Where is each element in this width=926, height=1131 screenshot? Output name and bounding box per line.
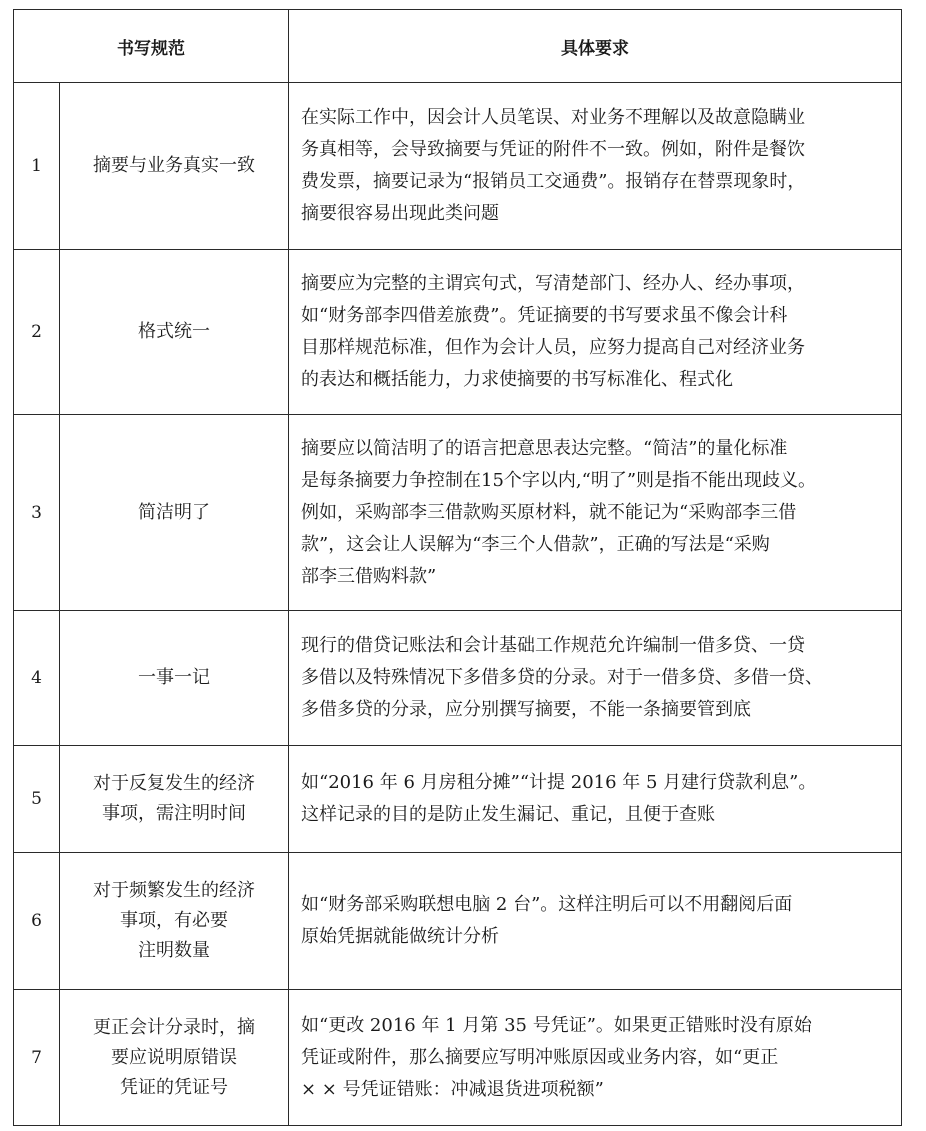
- table-row: [14, 83, 902, 250]
- requirement-line: 是每条摘要力争控制在15个字以内,“明了”则是指不能出现歧义。: [301, 469, 817, 491]
- rule-text: 一事一记: [138, 667, 210, 688]
- rule-cell: [60, 990, 289, 1126]
- rule-text: 要应说明原错误: [111, 1046, 237, 1068]
- rule-text: 对于频繁发生的经济: [93, 880, 255, 901]
- requirement-line: 多借以及特殊情况下多借多贷的分录。对于一借多贷、多借一贷、: [301, 667, 823, 688]
- requirement-line: 摘要应以简洁明了的语言把意思表达完整。“简洁”的量化标准: [301, 437, 788, 459]
- rule-cell: [60, 415, 289, 611]
- requirement-cell: [289, 746, 902, 853]
- requirement-line: 现行的借贷记账法和会计基础工作规范允许编制一借多贷、一贷: [301, 635, 805, 656]
- requirement-line: 凭证或附件，那么摘要应写明冲账原因或业务内容，如“更正: [301, 1046, 779, 1068]
- requirement-line: 如“2016 年 6 月房租分摊”“计提 2016 年 5 月建行贷款利息”。: [301, 772, 817, 793]
- rule-text: 对于反复发生的经济: [93, 773, 255, 794]
- rule-cell: [60, 853, 289, 990]
- requirement-line: × × 号凭证错账：冲减退货进项税额”: [301, 1078, 604, 1100]
- row-number: 5: [14, 746, 60, 853]
- row-number: 1: [14, 83, 60, 250]
- table-header-row: [14, 10, 902, 83]
- requirement-cell: [289, 990, 902, 1126]
- requirement-line: 原始凭据就能做统计分析: [301, 926, 499, 947]
- row-number: 7: [14, 990, 60, 1126]
- requirement-cell: [289, 83, 902, 250]
- rule-cell: [60, 250, 289, 415]
- requirement-line: 多借多贷的分录，应分别撰写摘要，不能一条摘要管到底: [301, 699, 751, 720]
- requirement-line: 目那样规范标准，但作为会计人员，应努力提高自己对经济业务: [301, 337, 805, 358]
- requirement-line: 摘要应为完整的主谓宾句式，写清楚部门、经办人、经办事项，: [301, 273, 805, 294]
- rule-text: 更正会计分录时，摘: [93, 1016, 255, 1038]
- rule-text: 格式统一: [138, 321, 210, 342]
- requirement-line: 费发票，摘要记录为“报销员工交通费”。报销存在替票现象时，: [301, 171, 806, 192]
- row-number: 2: [14, 250, 60, 415]
- requirement-line: 如“财务部采购联想电脑 2 台”。这样注明后可以不用翻阅后面: [301, 894, 793, 915]
- rule-cell: [60, 746, 289, 853]
- table-row: [14, 990, 902, 1126]
- table-row: [14, 415, 902, 611]
- rule-text: 摘要与业务真实一致: [93, 155, 255, 176]
- requirement-cell: [289, 415, 902, 611]
- header-requirement: 具体要求: [289, 10, 902, 83]
- requirement-cell: [289, 250, 902, 415]
- row-number: 3: [14, 415, 60, 611]
- requirement-line: 部李三借购料款”: [301, 565, 437, 587]
- rule-text: 事项，需注明时间: [102, 803, 246, 824]
- requirement-cell: [289, 853, 902, 990]
- row-number: 4: [14, 611, 60, 746]
- rule-text: 凭证的凭证号: [120, 1076, 228, 1098]
- requirement-line: 这样记录的目的是防止发生漏记、重记，且便于查账: [301, 804, 715, 825]
- requirement-line: 摘要很容易出现此类问题: [301, 203, 499, 224]
- header-rule: 书写规范: [14, 10, 289, 83]
- requirement-line: 如“更改 2016 年 1 月第 35 号凭证”。如果更正错账时没有原始: [301, 1014, 812, 1036]
- requirement-line: 例如，采购部李三借款购买原材料，就不能记为“采购部李三借: [301, 501, 797, 523]
- requirement-line: 在实际工作中，因会计人员笔误、对业务不理解以及故意隐瞒业: [301, 107, 805, 128]
- requirement-line: 款”，这会让人误解为“李三个人借款”，正确的写法是“采购: [301, 533, 770, 555]
- requirement-cell: [289, 611, 902, 746]
- rule-cell: [60, 611, 289, 746]
- requirement-line: 如“财务部李四借差旅费”。凭证摘要的书写要求虽不像会计科: [301, 305, 788, 326]
- rule-text: 简洁明了: [138, 501, 210, 523]
- requirement-line: 的表达和概括能力，力求使摘要的书写标准化、程式化: [301, 369, 733, 390]
- rule-text: 注明数量: [138, 940, 210, 961]
- table-row: [14, 746, 902, 853]
- table-row: [14, 250, 902, 415]
- row-number: 6: [14, 853, 60, 990]
- rule-cell: [60, 83, 289, 250]
- requirement-line: 务真相等，会导致摘要与凭证的附件不一致。例如，附件是餐饮: [301, 139, 805, 160]
- rule-text: 事项，有必要: [120, 910, 228, 931]
- writing-standards-table: [13, 9, 902, 1126]
- table-row: [14, 611, 902, 746]
- table-row: [14, 853, 902, 990]
